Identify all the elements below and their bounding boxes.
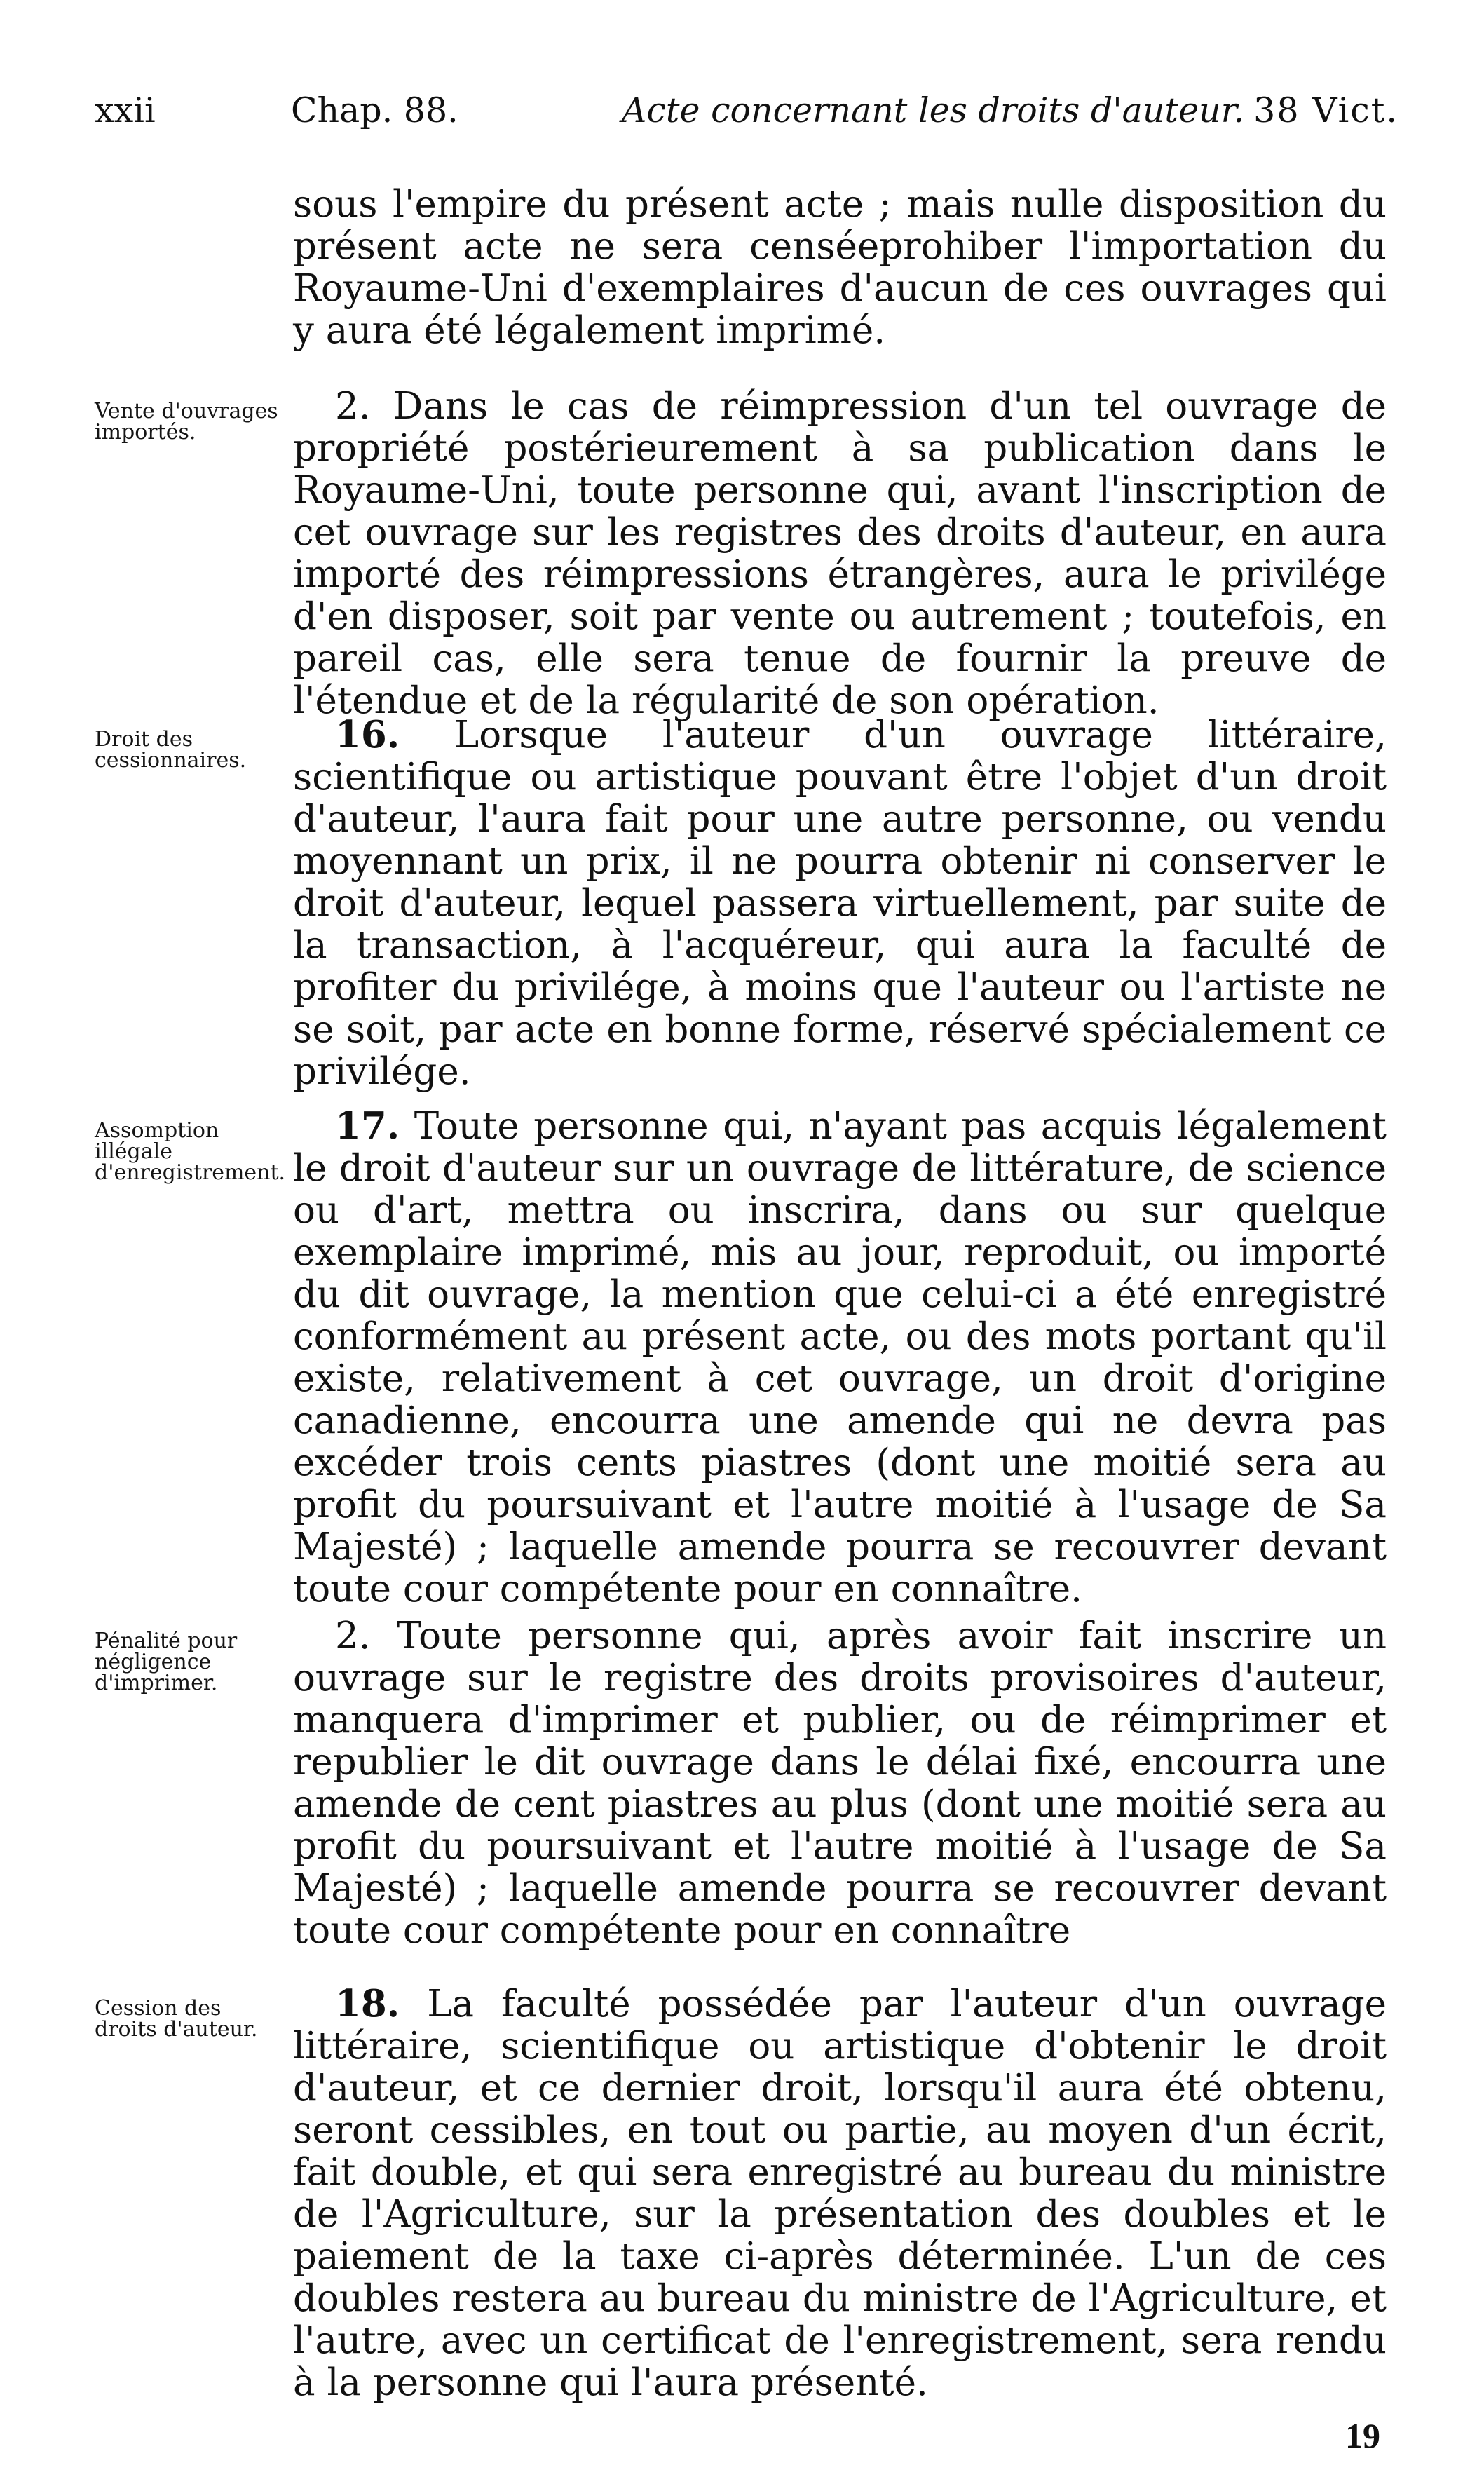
section-number: 16. [335, 713, 400, 756]
marginal-note: Pénalité pour négligence d'imprimer. [95, 1629, 238, 1695]
section-17 [293, 1105, 1387, 1610]
section-16 [293, 714, 1387, 1093]
marginal-note: Cession des droits d'auteur. [95, 1996, 258, 2042]
paragraph-text: 2. Dans le cas de réimpression d'un tel ouvrage de propriété postérieurement à sa publication dans le Royaume-Uni, toute personne qui, avant l'inscription de cet ouvrage sur les registres des droits d'auteur, en aura importé des réimpressions étrangères, aura le privilége d'en disposer, soit par vente ou autrement ; toutefois, en pareil cas, elle sera tenue de fournir la preuve de l'étendue et de la régularité de son opération. [293, 385, 1387, 722]
running-header [95, 83, 1398, 139]
paragraph-text: Toute personne qui, n'ayant pas acquis légalement le droit d'auteur sur un ouvrage de littérature, de science ou d'art, mettra ou inscrira, dans ou sur quelque exemplaire imprimé, mis au jour, reproduit, ou importé du dit ouvrage, la mention que celui-ci a été enregistré conformément au présent acte, ou des mots portant qu'il existe, relativement à cet ouvrage, un droit d'origine canadienne, encourra une amende qui ne devra pas excéder trois cents piastres (dont une moitié sera au profit du poursuivant et l'autre moitié à l'usage de Sa Majesté) ; laquelle amende pourra se recouvrer devant toute cour compétente pour en connaître. [293, 1105, 1387, 1610]
paragraph-continuation [293, 184, 1387, 352]
marginal-note: Assomption illégale d'enregistrement. [95, 1118, 286, 1185]
section-number: 18. [335, 1982, 400, 2025]
paragraph-text: 2. Toute personne qui, après avoir fait inscrire un ouvrage sur le registre des droits provisoires d'auteur, manquera d'imprimer et publier, ou de réimprimer et republier le dit ouvrage dans le délai fixé, encourra une amende de cent piastres au plus (dont une moitié sera au profit du poursuivant et l'autre moitié à l'usage de Sa Majesté) ; laquelle amende pourra se recouvrer devant toute cour compétente pour en connaître [293, 1615, 1387, 1952]
paragraph-subsection [293, 1615, 1387, 1952]
running-title: Acte concernant les droits d'auteur. [622, 90, 1245, 130]
signature-mark: 19 [1345, 2416, 1380, 2455]
chapter-number: Chap. 88. [291, 90, 458, 130]
paragraph-text: sous l'empire du présent acte ; mais nulle disposition du présent acte ne sera censéeprohiber l'importation du Royaume-Uni d'exemplaires d'aucun de ces ouvrages qui y aura été légalement imprimé. [293, 183, 1387, 352]
page-number: xxii [95, 90, 156, 130]
paragraph-subsection [293, 386, 1387, 722]
regnal-year: 38 Vict. [1253, 90, 1398, 130]
paragraph-text: Lorsque l'auteur d'un ouvrage littéraire, scientifique ou artistique pouvant être l'objet d'un droit d'auteur, l'aura fait pour une autre personne, ou vendu moyennant un prix, il ne pourra obtenir ni conserver le droit d'auteur, lequel passera virtuellement, par suite de la transaction, à l'acquéreur, qui aura la faculté de profiter du privilége, à moins que l'auteur ou l'artiste ne se soit, par acte en bonne forme, réservé spécialement ce privilége. [293, 714, 1387, 1093]
paragraph-text: La faculté possédée par l'auteur d'un ouvrage littéraire, scientifique ou artistique d'obtenir le droit d'auteur, et ce dernier droit, lorsqu'il aura été obtenu, seront cessibles, en tout ou partie, au moyen d'un écrit, fait double, et qui sera enregistré au bureau du ministre de l'Agriculture, sur la présentation des doubles et le paiement de la taxe ci-après déterminée. L'un de ces doubles restera au bureau du ministre de l'Agriculture, et l'autre, avec un certificat de l'enregistrement, sera rendu à la personne qui l'aura présenté. [293, 1983, 1387, 2404]
section-number: 17. [335, 1104, 400, 1148]
section-18 [293, 1983, 1387, 2404]
marginal-note: Vente d'ouvrages importés. [95, 399, 278, 444]
marginal-note: Droit des cessionnaires. [95, 727, 247, 773]
